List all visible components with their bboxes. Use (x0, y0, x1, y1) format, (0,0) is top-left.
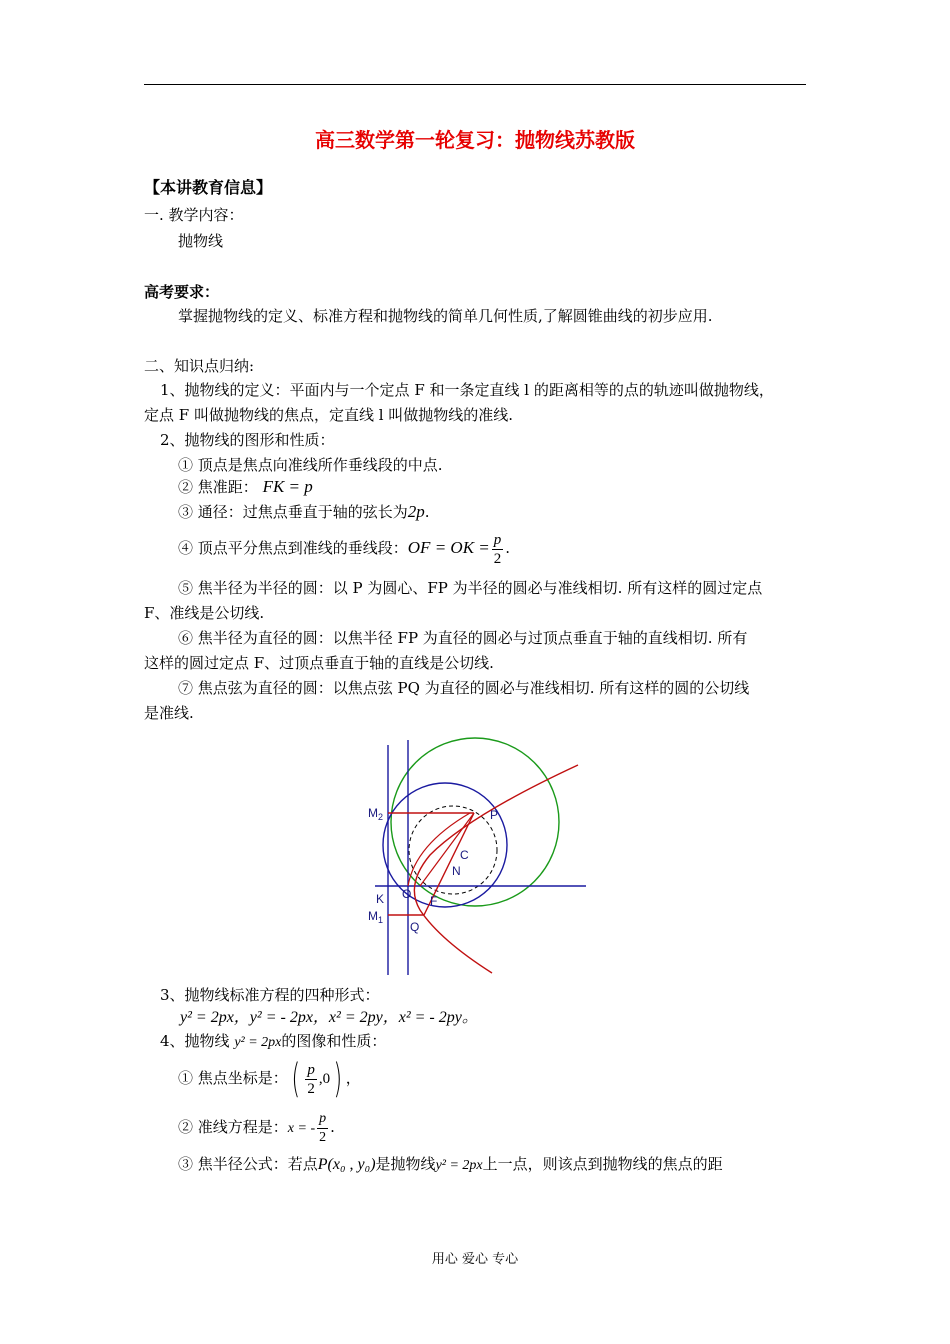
property-4 (178, 530, 510, 568)
graph-properties-end: 的图像和性质： (281, 1032, 387, 1050)
label-m2: $M_2$ (368, 806, 384, 822)
property-4-end: . (505, 539, 511, 557)
focus-denominator: 2 (307, 1080, 315, 1097)
radius-formula: y² = 2px (435, 1158, 483, 1173)
label-k: K (376, 892, 385, 906)
properties-heading: 2、抛物线的图形和性质： (160, 431, 335, 449)
focus-rest: ,0 (318, 1071, 331, 1087)
directrix-label: ② 准线方程是： (178, 1118, 288, 1136)
label-m1: $M_1$ (368, 909, 384, 925)
label-c: C (460, 848, 469, 862)
property-2-formula: FK = p (262, 477, 313, 496)
property-4-formula: OF = OK = (407, 538, 490, 557)
directrix-denominator: 2 (319, 1129, 327, 1145)
property-4-numerator: p (493, 531, 502, 548)
property-5-line-2: F、准线是公切线. (144, 604, 265, 622)
property-3-end: . (424, 503, 430, 521)
property-2-label: ② 焦准距： (178, 478, 258, 496)
focus-fraction (305, 1061, 317, 1098)
header-rule (144, 84, 806, 85)
directrix-equation (178, 1108, 335, 1148)
focus-numerator: p (307, 1061, 315, 1078)
label-q: Q (410, 920, 420, 934)
property-6-line-1: ⑥ 焦半径为直径的圆：以焦半径 FP 为直径的圆必与过顶点垂直于轴的直线相切. 所有 (178, 629, 748, 647)
property-1: ① 顶点是焦点向准线所作垂线段的中点. (178, 456, 443, 474)
property-5-line-1: ⑤ 焦半径为半径的圆：以 P 为圆心、FP 为半径的圆必与准线相切. 所有这样的圆过定点 (178, 579, 763, 597)
directrix-end: . (330, 1118, 335, 1136)
property-2 (178, 477, 313, 497)
property-3 (178, 502, 430, 522)
requirements-heading: 高考要求： (144, 283, 220, 301)
directrix-numerator: p (317, 1110, 328, 1129)
requirements-text: 掌握抛物线的定义、标准方程和抛物线的简单几何性质,了解圆锥曲线的初步应用. (178, 307, 713, 325)
property-4-denominator: 2 (493, 550, 502, 567)
graph-properties-label: 4、抛物线 (160, 1032, 230, 1050)
definition-line-1: 1、抛物线的定义：平面内与一个定点 F 和一条定直线 l 的距离相等的点的轨迹叫做抛物线， (160, 381, 774, 399)
page-title: 高三数学第一轮复习：抛物线苏教版 (315, 128, 635, 152)
focus-end: ， (345, 1069, 361, 1087)
graph-properties-formula: y² = 2px (234, 1035, 282, 1050)
radius-end: 上一点，则该点到抛物线的焦点的距 (482, 1155, 723, 1173)
label-n: N (452, 864, 461, 878)
property-4-label: ④ 顶点平分焦点到准线的垂线段： (178, 539, 408, 557)
radius-mid: 是抛物线 (375, 1155, 436, 1173)
parabola-diagram (360, 735, 600, 980)
standard-forms-formulas: y² = 2px，y² = - 2px，x² = 2py，x² = - 2py。 (180, 1009, 478, 1026)
definition-line-2: 定点 F 叫做抛物线的焦点，定直线 l 叫做抛物线的准线. (144, 406, 514, 424)
standard-forms-heading: 3、抛物线标准方程的四种形式： (160, 986, 380, 1004)
property-3-label: ③ 通径：过焦点垂直于轴的弦长为 (178, 503, 408, 521)
property-7-line-1: ⑦ 焦点弦为直径的圆：以焦点弦 PQ 为直径的圆必与准线相切. 所有这样的圆的公切线 (178, 679, 750, 697)
label-p: P (490, 808, 499, 822)
focal-diameter-circle (409, 806, 497, 894)
radius-point: P(x₀ , y₀) (317, 1156, 376, 1173)
graph-properties-heading (160, 1031, 386, 1053)
property-4-fraction (492, 531, 504, 568)
label-f: F (430, 894, 438, 908)
property-6-line-2: 这样的圆过定点 F、过顶点垂直于轴的直线是公切线. (144, 654, 494, 672)
label-o: O (402, 887, 412, 901)
focal-radius-formula (178, 1154, 723, 1176)
page-footer: 用心 爱心 专心 (431, 1252, 519, 1267)
knowledge-heading: 二、知识点归纳: (144, 357, 255, 375)
property-3-formula: 2p (407, 502, 425, 521)
focus-label: ① 焦点坐标是： (178, 1069, 288, 1087)
content-label: 一. 教学内容： (144, 206, 244, 224)
focus-close-paren: ) (333, 1056, 343, 1102)
property-7-line-2: 是准线. (144, 704, 194, 722)
directrix-fraction (317, 1110, 328, 1147)
focus-coordinate (178, 1056, 361, 1101)
parabola-curve (414, 765, 578, 973)
directrix-formula: x = - (287, 1121, 316, 1136)
radius-label: ③ 焦半径公式：若点 (178, 1155, 318, 1173)
content-value: 抛物线 (178, 232, 224, 250)
focus-open-paren: ( (291, 1056, 300, 1102)
section-heading: 【本讲教育信息】 (144, 178, 273, 197)
